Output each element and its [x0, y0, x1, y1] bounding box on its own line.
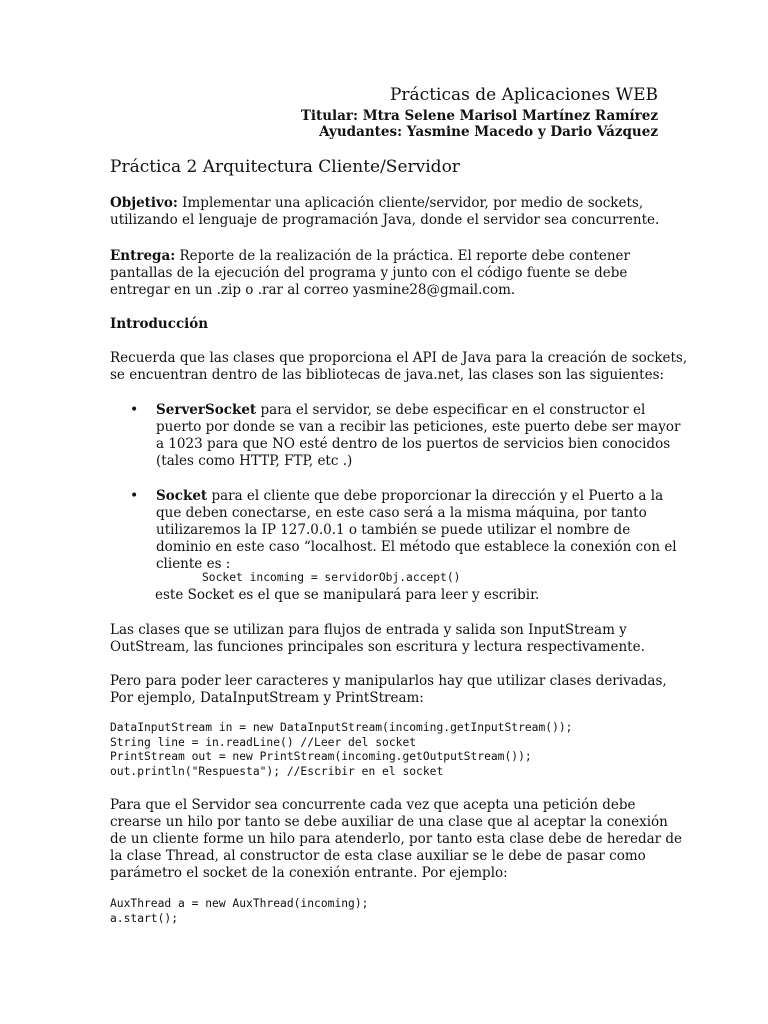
intro-text-2: se encuentran dentro de las bibliotecas de java.net, las clases son las siguientes:: [110, 367, 665, 383]
entrega-paragraph: [110, 248, 670, 299]
intro-heading: [110, 316, 670, 333]
socket-text-3: utilizaremos la IP 127.0.0.1 o también se puede utilizar el nombre de: [156, 522, 631, 538]
concurrent-text-5: parámetro el socket de la conexión entrante. Por ejemplo:: [110, 865, 508, 881]
concurrent-text-3: de un cliente forme un hilo para atenderlo, por tanto esta clase debe de heredar de: [110, 831, 683, 847]
serversocket-text-2: puerto por donde se van a recibir las peticiones, este puerto debe ser mayor: [156, 419, 681, 435]
socket-term: Socket: [156, 488, 208, 504]
serversocket-text-3: a 1023 para que NO esté dentro de los puertos de servicios bien conocidos: [156, 436, 671, 452]
objetivo-paragraph: [110, 195, 670, 229]
intro-heading-text: Introducción: [110, 316, 209, 332]
code-line: String line = in.readLine() //Leer del socket: [110, 735, 417, 749]
practice-title: Práctica 2 Arquitectura Cliente/Servidor: [110, 157, 460, 177]
entrega-text-1: Reporte de la realización de la práctica. El reporte debe contener: [175, 248, 630, 264]
intro-paragraph: [110, 350, 688, 384]
intro-text-1: Recuerda que las clases que proporciona el API de Java para la creación de sockets,: [110, 350, 688, 366]
concurrent-text-1: Para que el Servidor sea concurrente cada vez que acepta una petición debe: [110, 797, 636, 813]
derived-paragraph: [110, 673, 670, 707]
bullet-socket: [156, 488, 716, 573]
concurrent-text-2: crearse un hilo por tanto se debe auxiliar de una clase que al aceptar la conexión: [110, 814, 668, 830]
streams-paragraph: [110, 622, 670, 656]
serversocket-text-1: para el servidor, se debe especificar en el constructor el: [256, 402, 646, 418]
socket-text-2: que deben conectarse, en este caso será a la misma máquina, por tanto: [156, 505, 647, 521]
accept-code-line: Socket incoming = servidorObj.accept(): [202, 571, 461, 584]
concurrent-paragraph: [110, 797, 683, 882]
socket-after-text: este Socket es el que se manipulará para leer y escribir.: [155, 587, 540, 603]
socket-text-5: cliente es :: [156, 556, 231, 572]
derived-text-2: Por ejemplo, DataInputStream y PrintStream:: [110, 690, 424, 706]
serversocket-term: ServerSocket: [156, 402, 257, 418]
bullet-marker-2: •: [130, 488, 139, 504]
streams-text-1: Las clases que se utilizan para flujos de entrada y salida son InputStream y: [110, 622, 627, 638]
stream-code-block: [110, 721, 670, 779]
code-line: DataInputStream in = new DataInputStream(incoming.getInputStream());: [110, 721, 573, 734]
objetivo-text-1: Implementar una aplicación cliente/servidor, por medio de sockets,: [177, 195, 644, 211]
bullet-serversocket: [156, 402, 716, 470]
serversocket-text-4: (tales como HTTP, FTP, etc .): [156, 453, 353, 469]
ayudantes-line: Ayudantes: Yasmine Macedo y Dario Vázquez: [319, 124, 658, 140]
bullet-marker-1: •: [130, 402, 139, 418]
derived-text-1: Pero para poder leer caracteres y manipularlos hay que utilizar clases derivadas,: [110, 673, 667, 689]
code-line: AuxThread a = new AuxThread(incoming);: [110, 897, 369, 910]
concurrent-text-4: la clase Thread, al constructor de esta clase auxiliar se le debe de pasar como: [110, 848, 646, 864]
objetivo-text-2: utilizando el lenguaje de programación Java, donde el servidor sea concurrente.: [110, 212, 660, 228]
socket-text-1: para el cliente que debe proporcionar la dirección y el Puerto a la: [207, 488, 664, 504]
entrega-label: Entrega:: [110, 248, 176, 264]
socket-text-4: dominio en este caso “localhost. El método que establece la conexión con el: [156, 539, 677, 555]
code-line: out.println("Respuesta"); //Escribir en el socket: [110, 764, 444, 778]
titular-line: Titular: Mtra Selene Marisol Martínez Ramírez: [300, 108, 658, 124]
code-line: a.start();: [110, 911, 179, 925]
course-title: Prácticas de Aplicaciones WEB: [389, 85, 658, 105]
objetivo-label: Objetivo:: [110, 195, 178, 211]
streams-text-2: OutStream, las funciones principales son escritura y lectura respectivamente.: [110, 639, 645, 655]
entrega-text-3: entregar en un .zip o .rar al correo yasmine28@gmail.com.: [110, 282, 516, 298]
thread-code-block: [110, 897, 670, 926]
code-line: PrintStream out = new PrintStream(incoming.getOutputStream());: [110, 750, 532, 763]
entrega-text-2: pantallas de la ejecución del programa y junto con el código fuente se debe: [110, 265, 628, 281]
